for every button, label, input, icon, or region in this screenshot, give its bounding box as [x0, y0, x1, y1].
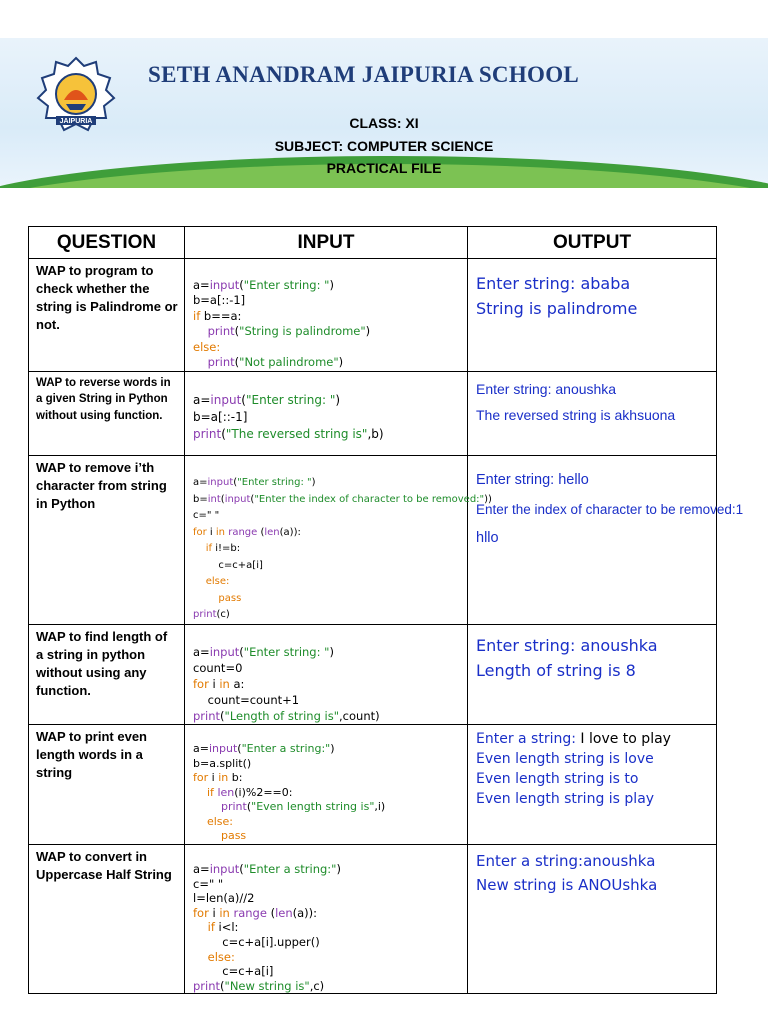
school-name: SETH ANANDRAM JAIPURIA SCHOOL [148, 62, 580, 87]
code-line: if i<l: [207, 920, 239, 935]
code-line: print("String is palindrome") [207, 324, 371, 338]
header-question: QUESTION [29, 227, 185, 259]
code-line: pass [193, 592, 242, 604]
output-cell [468, 724, 717, 844]
code-line: print("Length of string is",count) [193, 708, 380, 723]
code-line: else: [193, 814, 234, 828]
class-line: CLASS: XI [349, 115, 419, 131]
output-cell [468, 455, 744, 624]
code-line: a=input("Enter a string:") [193, 862, 341, 877]
code-line: pass [193, 829, 247, 842]
output-line: Even length string is love [476, 750, 654, 767]
output-line: Length of string is 8 [476, 660, 636, 680]
question-cell: WAP to reverse words in a given String in Python without using function. [29, 371, 185, 455]
school-header [0, 38, 768, 188]
question-cell: WAP to convert in Uppercase Half String [29, 844, 185, 994]
input-cell [185, 724, 468, 844]
file-line: PRACTICAL FILE [326, 160, 442, 176]
table-row [29, 724, 717, 844]
code-line: print("Not palindrome") [207, 355, 344, 369]
output-line: Even length string is play [476, 790, 655, 807]
question-cell: WAP to program to check whether the string is Palindrome or not. [29, 259, 185, 372]
input-cell [185, 259, 468, 372]
code-line: c=c+a[i].upper() [193, 935, 320, 950]
output-line: Even length string is to [476, 770, 639, 787]
code-line: for i in a: [193, 676, 245, 691]
output-cell [468, 844, 717, 994]
code-line: c=" " [193, 510, 220, 521]
code-line: count=0 [193, 660, 243, 675]
code-line: c=c+a[i] [193, 964, 274, 979]
output-line: Enter a string:anoushka [476, 851, 656, 870]
code-line: for i in range (len(a)): [193, 526, 301, 538]
code-line: print("The reversed string is",b) [193, 426, 384, 441]
question-cell: WAP to remove i’th character from string in Python [29, 455, 185, 624]
output-line: Enter string: anoushka [476, 635, 658, 655]
code-line: count=count+1 [193, 692, 300, 707]
input-cell [185, 371, 468, 455]
input-cell [185, 624, 468, 724]
code-line: a=input("Enter string: ") [193, 392, 341, 407]
code-line: if i!=b: [205, 543, 241, 554]
table-row [29, 844, 717, 994]
code-line: print("Even length string is",i) [220, 800, 386, 813]
output-line: Enter string: hello [476, 471, 589, 488]
output-cell [468, 259, 717, 372]
table-row [29, 371, 717, 455]
output-line: hllo [476, 529, 499, 546]
code-line: a=input("Enter string: ") [193, 477, 316, 488]
output-line: New string is ANOUshka [476, 875, 658, 894]
output-line: Enter string: anoushka [476, 380, 617, 397]
code-line: b=a[::-1] [193, 293, 246, 307]
code-line: b=a.split() [193, 756, 252, 770]
code-line: if b==a: [193, 308, 242, 323]
output-cell [468, 371, 717, 455]
output-line: Enter the index of character to be removed:1 [476, 501, 744, 517]
table-row [29, 455, 717, 624]
code-line: if len(i)%2==0: [207, 785, 293, 799]
table-header-row [29, 227, 717, 259]
code-line: a=input("Enter a string:") [193, 742, 335, 755]
code-line: print("New string is",c) [193, 978, 325, 993]
svg-text:JAIPURIA: JAIPURIA [59, 118, 93, 125]
output-line: The reversed string is akhsuona [476, 406, 676, 423]
question-cell: WAP to find length of a string in python without using any function. [29, 624, 185, 724]
code-line: b=a[::-1] [193, 409, 248, 424]
header-output: OUTPUT [468, 227, 717, 259]
output-line: Enter string: ababa [476, 274, 631, 293]
subject-line: SUBJECT: COMPUTER SCIENCE [274, 138, 494, 154]
output-line: String is palindrome [476, 299, 638, 318]
code-line: for i in range (len(a)): [193, 905, 318, 920]
code-line: print(c) [193, 609, 230, 620]
table-row [29, 259, 717, 372]
header-input: INPUT [185, 227, 468, 259]
output-cell [468, 624, 717, 724]
code-line: for i in b: [193, 771, 243, 784]
output-line: Enter a string: I love to play [476, 730, 671, 747]
input-cell [185, 844, 468, 994]
table-row [29, 624, 717, 724]
question-cell: WAP to print even length words in a string [29, 724, 185, 844]
code-line: b=int(input("Enter the index of character to be removed:")) [193, 493, 492, 505]
practical-table [28, 226, 744, 994]
code-line: else: [193, 949, 235, 964]
code-line: c=" " [193, 876, 224, 891]
code-line: a=input("Enter string: ") [193, 644, 334, 659]
code-line: a=input("Enter string: ") [193, 277, 334, 292]
code-line: else: [193, 576, 230, 587]
code-line: l=len(a)//2 [193, 891, 255, 906]
code-line: else: [193, 339, 221, 354]
code-line: c=c+a[i] [193, 559, 263, 571]
